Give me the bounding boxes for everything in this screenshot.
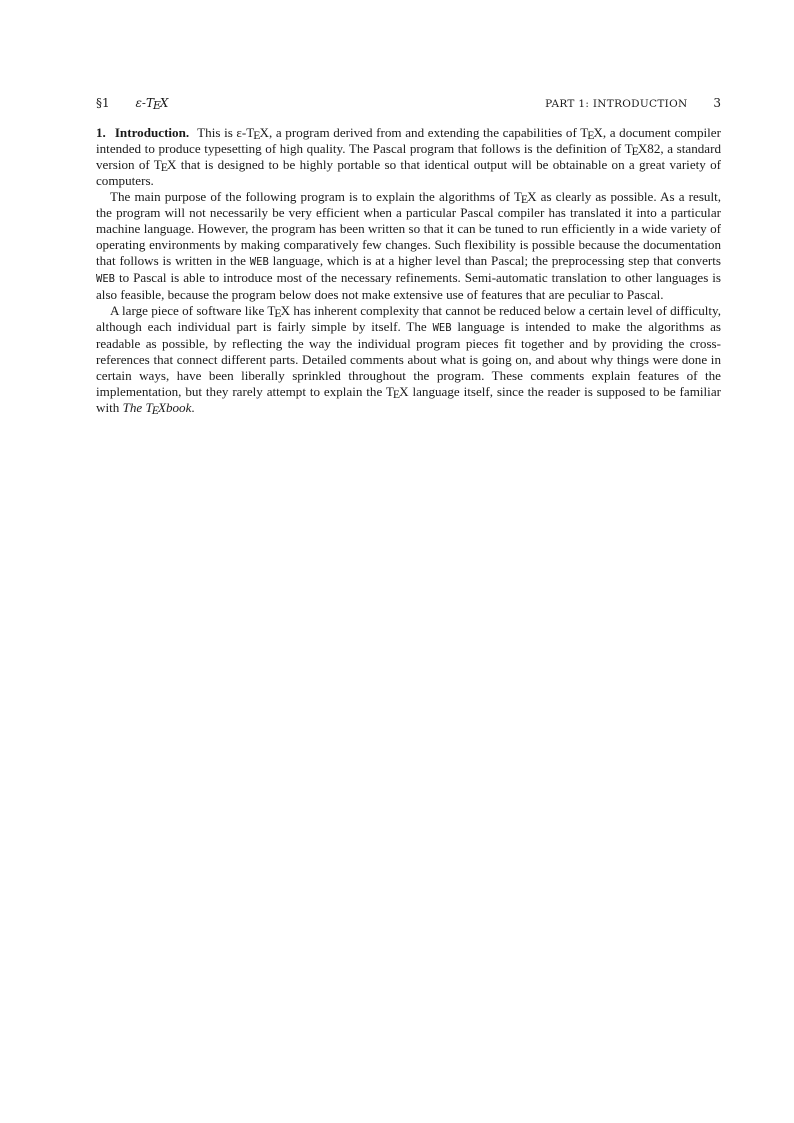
document-page [96, 96, 721, 416]
section-body [96, 125, 721, 416]
running-head-right [545, 96, 721, 110]
section-mark: §1 [96, 96, 110, 110]
running-head [96, 96, 721, 114]
section-number: 1. [96, 125, 106, 140]
paragraph-text: This is ε-TEX, a program derived from and extending the capabilities of TEX, a document compiler intended to produce typesetting of high quality. The Pascal program that follows is the definition of TEX82, a standard version of TEX that is designed to be highly portable so that identical output will be obtainable on a great variety of computers. [96, 125, 722, 188]
running-head-left [96, 96, 168, 110]
paragraph-text: The main purpose of the following program is to explain the algorithms of TEX as clearly as possible. As a result, the program will not necessarily be very efficient when a particular Pascal compiler has translated it into a particular machine language. However, the program has been written so that it can be tuned to run efficiently in a wide variety of operating environments by making comparatively few changes. Such flexibility is possible because the documentation that follows is written in the WEB language, which is at a higher level than Pascal; the preprocessing step that converts WEB to Pascal is able to introduce most of the necessary refinements. Semi-automatic translation to other languages is also feasible, because the program below does not make extensive use of features that are peculiar to Pascal. [96, 189, 722, 302]
paragraph-1 [96, 125, 721, 189]
part-title: PART 1: INTRODUCTION [545, 98, 688, 110]
paragraph-3 [96, 303, 721, 416]
paragraph-2 [96, 189, 721, 303]
running-title: ε-TEX [135, 96, 169, 112]
paragraph-text: A large piece of software like TEX has inherent complexity that cannot be reduced below a certain level of difficulty, although each individual part is fairly simple by itself. The WEB language is intended to make the algorithms as readable as possible, by reflecting the way the individual program pieces fit together and by providing the cross-references that connect different parts. Detailed comments about what is going on, and about why things were done in certain ways, have been liberally sprinkled throughout the program. These comments explain features of the implementation, but they rarely attempt to explain the TEX language itself, since the reader is supposed to be familiar with The TEXbook. [96, 303, 722, 417]
page-number: 3 [713, 96, 721, 110]
section-title: Introduction. [114, 125, 190, 140]
